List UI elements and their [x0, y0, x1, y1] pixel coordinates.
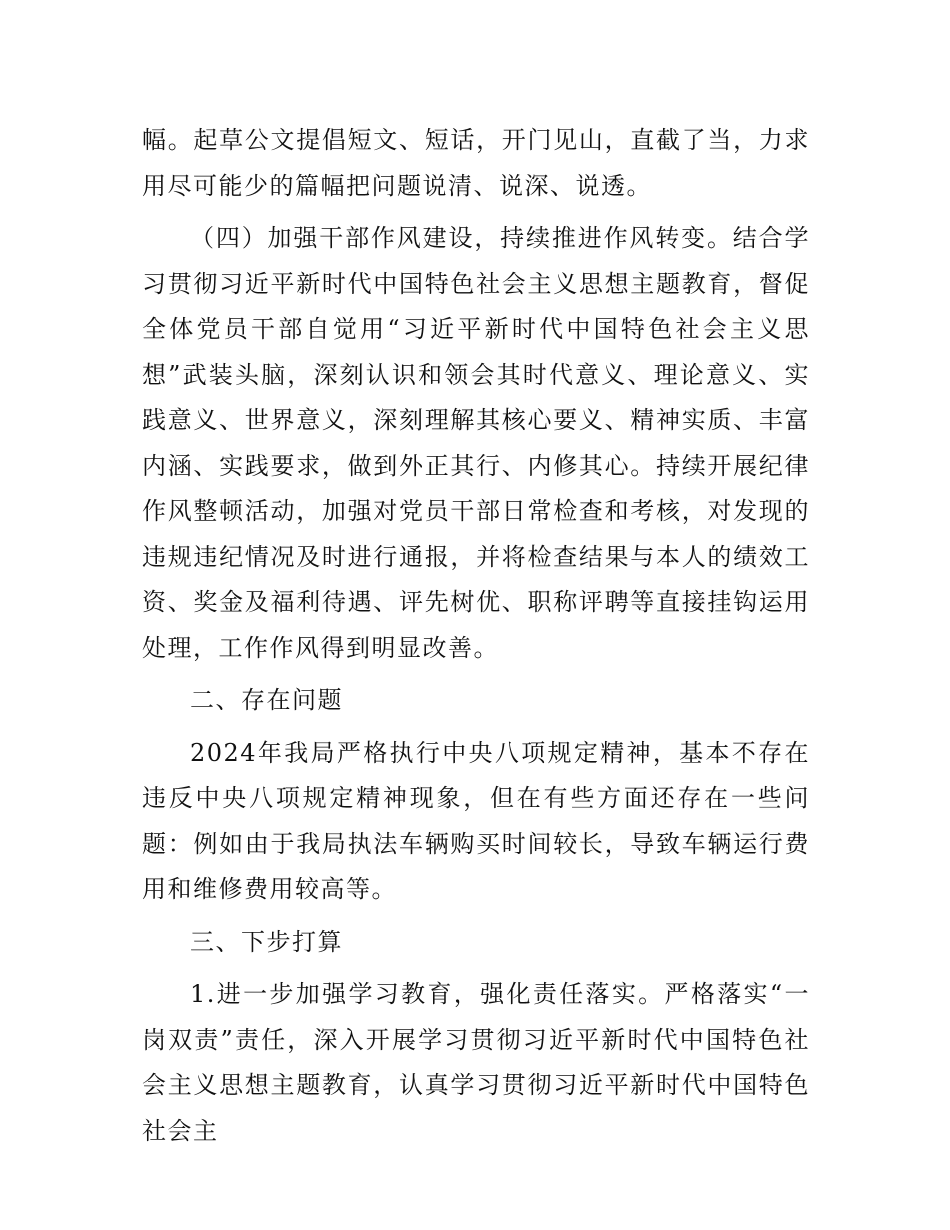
- paragraph-continuation: 幅。起草公文提倡短文、短话，开门见山，直截了当，力求用尽可能少的篇幅把问题说清、说深、说透。: [142, 126, 810, 200]
- section-heading-problems: 二、存在问题: [190, 686, 343, 714]
- section-heading-next-steps: 三、下步打算: [190, 927, 343, 956]
- paragraph-style-building: （四）加强干部作风建设，持续推进作风转变。结合学习贯彻习近平新时代中国特色社会主义思想主题教育，督促全体党员干部自觉用“习近平新时代中国特色社会主义思想”武装头脑，深刻认识和领会其时代意义、理论意义、实践意义、世界意义，深刻理解其核心要义、精神实质、丰富内涵、实践要求，做到外正其行、内修其心。持续开展纪律作风整顿活动，加强对党员干部日常检查和考核，对发现的违规违纪情况及时进行通报，并将检查结果与本人的绩效工资、奖金及福利待遇、评先树优、职称评聘等直接挂钩运用处理，工作作风得到明显改善。: [142, 224, 810, 662]
- document-body: [142, 118, 810, 1161]
- paragraph-problems: 2024年我局严格执行中央八项规定精神，基本不存在违反中央八项规定精神现象，但在有些方面还存在一些问题：例如由于我局执法车辆购买时间较长，导致车辆运行费用和维修费用较高等。: [142, 738, 810, 903]
- paragraph-next-steps: 1.进一步加强学习教育，强化责任落实。严格落实“一岗双责”责任，深入开展学习贯彻习近平新时代中国特色社会主义思想主题教育，认真学习贯彻习近平新时代中国特色社会主: [142, 980, 810, 1145]
